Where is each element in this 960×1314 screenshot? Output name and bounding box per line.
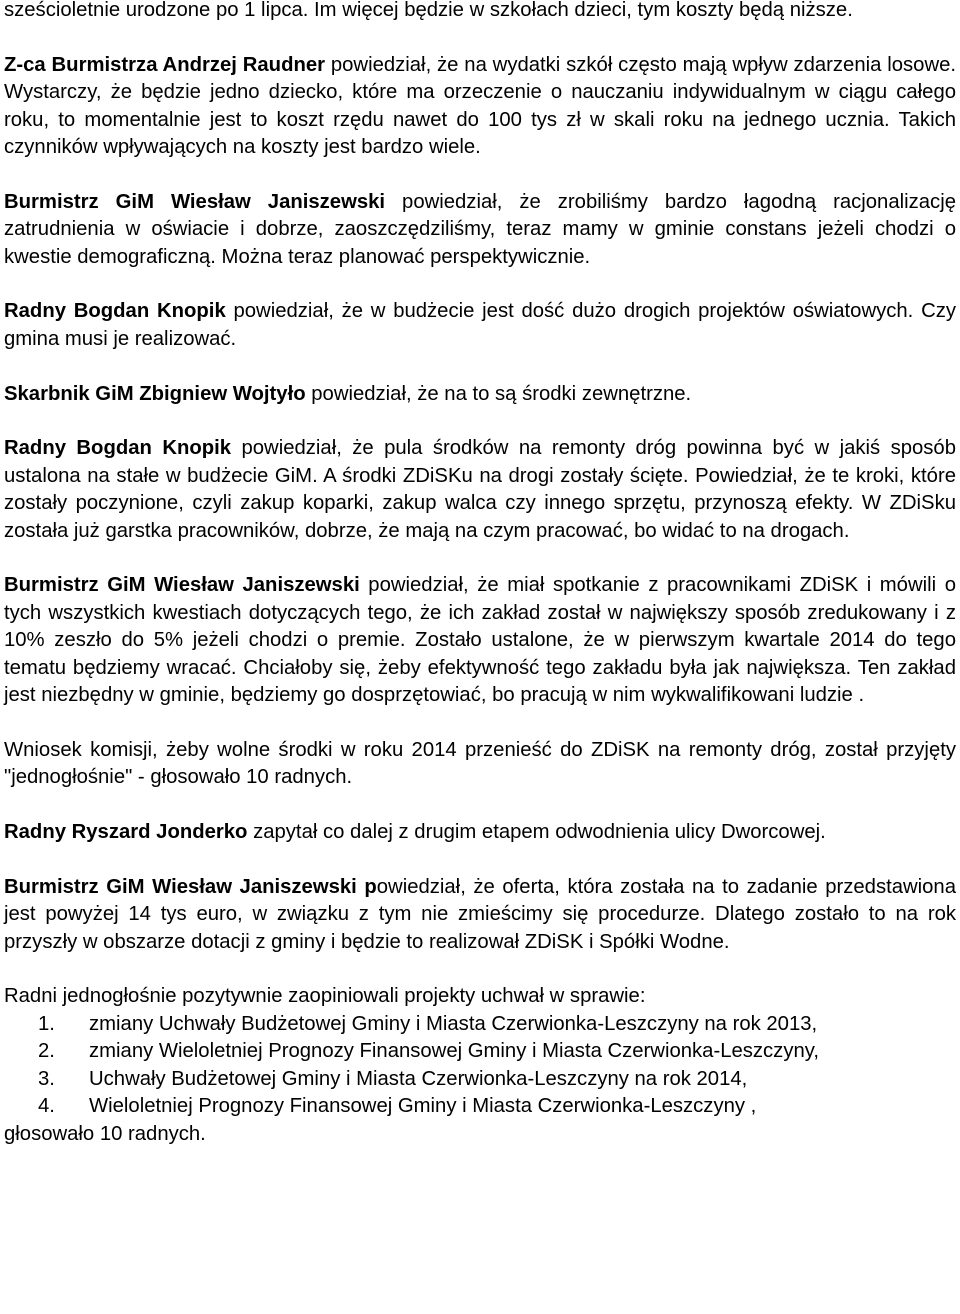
- paragraph-text: powiedział, że pula środków na remonty dróg powinna być w jakiś sposób ustalona na stałe w budżecie GiM. A środki ZDiSKu na drogi zostały ścięte. Powiedział, że te kroki, które zostały poczynione, czyli zakup koparki, zakup walca czy innego sprzętu, przynoszą efekty. W ZDiSku została już garstka pracowników, dobrze, że mają na czym pracować, bo widać to na drogach.: [4, 437, 956, 542]
- list-item-text: zmiany Uchwały Budżetowej Gminy i Miasta Czerwionka-Leszczyny na rok 2013,: [89, 1012, 818, 1035]
- list-item-number: 1.: [38, 1012, 55, 1035]
- resolutions-list: [4, 1011, 956, 1121]
- list-item: [4, 1093, 956, 1120]
- speaker-name: Skarbnik GiM Zbigniew Wojtyło: [4, 382, 306, 405]
- speaker-name: Burmistrz GiM Wiesław Janiszewski: [4, 574, 360, 597]
- paragraph-janiszewski-offer: [4, 874, 956, 956]
- list-item-number: 3.: [38, 1067, 55, 1090]
- paragraph-knopik-roads: [4, 435, 956, 545]
- list-item: [4, 1038, 956, 1065]
- resolutions-closing: głosowało 10 radnych.: [4, 1122, 206, 1145]
- paragraph-continuation: [4, 0, 956, 24]
- paragraph-text: powiedział, że w budżecie jest dość dużo drogich projektów oświatowych. Czy gmina musi je realizować.: [4, 300, 956, 350]
- speaker-name: Radny Bogdan Knopik: [4, 437, 232, 460]
- paragraph-text: Wniosek komisji, żeby wolne środki w roku 2014 przenieść do ZDiSK na remonty dróg, został przyjęty "jednogłośnie" - głosowało 10 radnych.: [4, 738, 956, 789]
- paragraph-knopik-projects: [4, 298, 956, 353]
- paragraph-text: zapytał co dalej z drugim etapem odwodnienia ulicy Dworcowej.: [247, 821, 826, 844]
- list-item-number: 2.: [38, 1040, 55, 1063]
- speaker-name: Burmistrz GiM Wiesław Janiszewski p: [4, 875, 377, 898]
- paragraph-text: sześcioletnie urodzone po 1 lipca. Im więcej będzie w szkołach dzieci, tym koszty będą niższe.: [4, 0, 853, 21]
- paragraph-janiszewski-zdisk: [4, 572, 956, 709]
- paragraph-wojtylo-funds: [4, 381, 956, 408]
- paragraph-text: owiedział, że oferta, która została na to zadanie przedstawiona jest powyżej 14 tys euro, w związku z tym nie zmieścimy się procedurze. Dlatego zostało to na rok przyszły w obszarze dotacji z gminy i będzie to realizował ZDiSK i Spółki Wodne.: [4, 875, 956, 953]
- paragraph-text: powiedział, że zrobiliśmy bardzo łagodną racjonalizację zatrudnienia w oświacie i dobrze, zaoszczędziliśmy, teraz mamy w gminie constans jeżeli chodzi o kwestie demograficzną. Można teraz planować perspektywicznie.: [4, 190, 956, 268]
- paragraph-text: powiedział, że na wydatki szkół często mają wpływ zdarzenia losowe. Wystarczy, że będzie jedno dziecko, które ma orzeczenie o nauczaniu indywidualnym w ciągu całego roku, to momentalnie jest to koszt rzędu nawet do 100 tys zł w skali roku na jednego ucznia. Takich czynników wpływających na koszty jest bardzo wiele.: [4, 53, 956, 159]
- list-item-text: Wieloletniej Prognozy Finansowej Gminy i Miasta Czerwionka-Leszczyny ,: [89, 1095, 757, 1118]
- list-item: [4, 1066, 956, 1093]
- speaker-name: Burmistrz GiM Wiesław Janiszewski: [4, 190, 386, 213]
- list-item-text: Uchwały Budżetowej Gminy i Miasta Czerwionka-Leszczyny na rok 2014,: [89, 1067, 748, 1090]
- resolutions-section: [4, 983, 956, 1147]
- paragraph-commission-motion: [4, 737, 956, 792]
- paragraph-text: powiedział, że miał spotkanie z pracownikami ZDiSK i mówili o tych wszystkich kwestiach dotyczących tego, że ich zakład został w największy sposób zredukowany i z 10% zeszło do 5% jeżeli chodzi o premie. Zostało ustalone, że w pierwszym kwartale 2014 do tego tematu będziemy wracać. Chciałoby się, żeby efektywność tego zakładu była jak największa. Ten zakład jest niezbędny w gminie, będziemy go dosprzętowiać, bo pracują w nim wykwalifikowani ludzie .: [4, 574, 956, 707]
- list-item: [4, 1011, 956, 1038]
- paragraph-jonderko-drainage: [4, 819, 956, 846]
- paragraph-text: powiedział, że na to są środki zewnętrzne.: [305, 382, 692, 405]
- resolutions-intro: Radni jednogłośnie pozytywnie zaopiniowali projekty uchwał w sprawie:: [4, 985, 646, 1008]
- paragraph-raudner-expenses: [4, 52, 956, 162]
- speaker-name: Z-ca Burmistrza Andrzej Raudner: [4, 53, 326, 76]
- list-item-text: zmiany Wieloletniej Prognozy Finansowej Gminy i Miasta Czerwionka-Leszczyny,: [89, 1040, 820, 1063]
- paragraph-janiszewski-rationalization: [4, 189, 956, 271]
- speaker-name: Radny Bogdan Knopik: [4, 300, 226, 323]
- speaker-name: Radny Ryszard Jonderko: [4, 821, 248, 844]
- list-item-number: 4.: [38, 1095, 55, 1118]
